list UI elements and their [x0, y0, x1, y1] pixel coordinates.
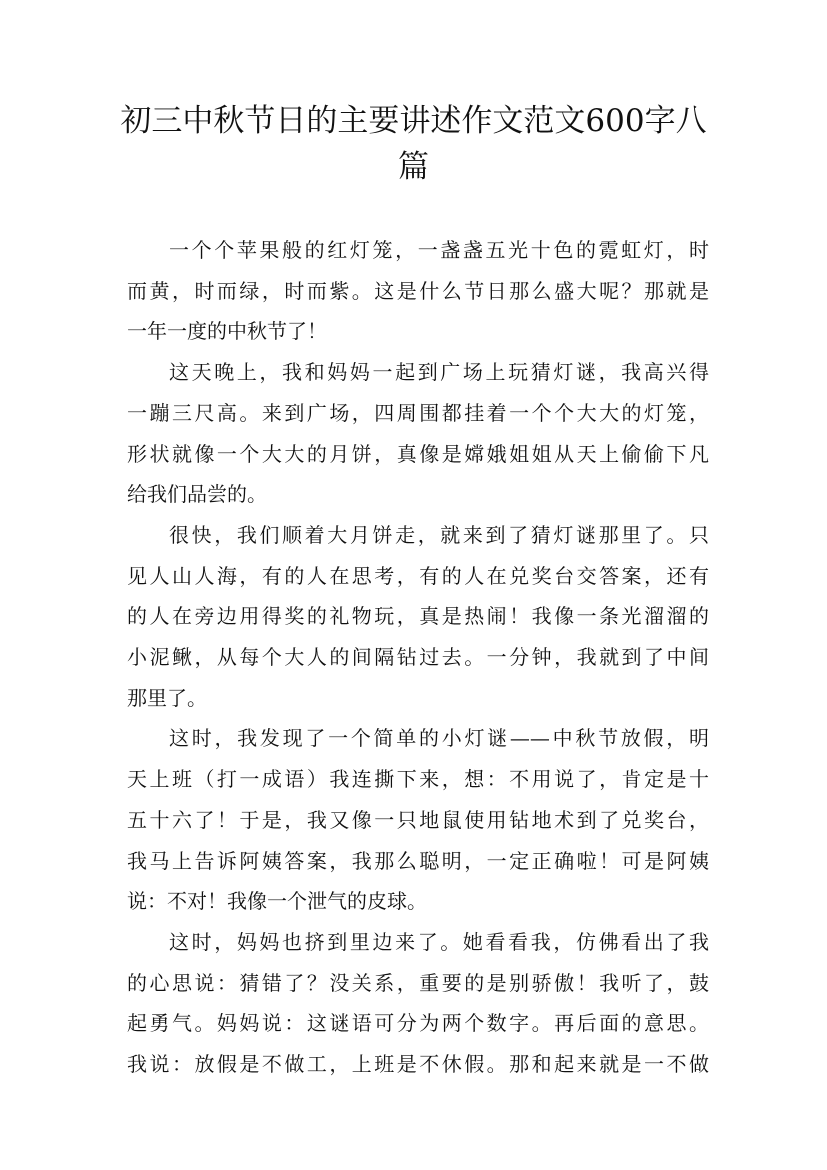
- paragraph: [127, 922, 709, 1085]
- document-title: [110, 98, 717, 190]
- text-line: 一个个苹果般的红灯笼，一盏盏五光十色的霓虹灯，时: [169, 238, 709, 262]
- text-line: 我马上告诉阿姨答案，我那么聪明，一定正确啦！可是阿姨: [127, 848, 709, 873]
- text-line: 那里了。: [127, 685, 207, 710]
- text-line: 这时，妈妈也挤到里边来了。她看看我，仿佛看出了我: [169, 929, 709, 954]
- text-line: 小泥鳅，从每个大人的间隔钻过去。一分钟，我就到了中间: [127, 645, 709, 670]
- text-line: 这时，我发现了一个简单的小灯谜——中秋节放假，明: [169, 726, 709, 751]
- text-line: 我说：放假是不做工，上班是不休假。那和起来就是一不做: [127, 1052, 709, 1077]
- text-line: 五十六了！于是，我又像一只地鼠使用钻地术到了兑奖台，: [127, 807, 709, 832]
- text-line: 见人山人海，有的人在思考，有的人在兑奖台交答案，还有: [127, 563, 709, 588]
- text-line: 起勇气。妈妈说：这谜语可分为两个数字。再后面的意思。: [127, 1011, 709, 1036]
- paragraph: [127, 515, 709, 719]
- text-line: 说：不对！我像一个泄气的皮球。: [127, 889, 427, 914]
- title-line: 篇: [398, 149, 429, 185]
- text-line: 的人在旁边用得奖的礼物玩，真是热闹！我像一条光溜溜的: [127, 604, 709, 629]
- paragraph: [127, 352, 709, 515]
- text-line: 形状就像一个大大的月饼，真像是嫦娥姐姐从天上偷偷下凡: [127, 441, 709, 466]
- text-line: 的心思说：猜错了？没关系，重要的是别骄傲！我听了，鼓: [127, 970, 709, 995]
- text-line: 一蹦三尺高。来到广场，四周围都挂着一个个大大的灯笼，: [127, 400, 709, 425]
- text-line: 给我们品尝的。: [127, 482, 267, 507]
- text-line: 而黄，时而绿，时而紫。这是什么节日那么盛大呢？那就是: [127, 278, 709, 303]
- text-line: 一年一度的中秋节了！: [127, 319, 327, 344]
- paragraph: [127, 718, 709, 922]
- text-line: 天上班（打一成语）我连撕下来，想：不用说了，肯定是十: [127, 767, 709, 792]
- text-line: 很快，我们顺着大月饼走，就来到了猜灯谜那里了。只: [169, 522, 709, 547]
- document-body: [127, 230, 709, 1085]
- paragraph: [127, 230, 709, 352]
- text-line: 这天晚上，我和妈妈一起到广场上玩猜灯谜，我高兴得: [169, 360, 709, 385]
- title-line: 初三中秋节日的主要讲述作文范文600字八: [120, 103, 707, 139]
